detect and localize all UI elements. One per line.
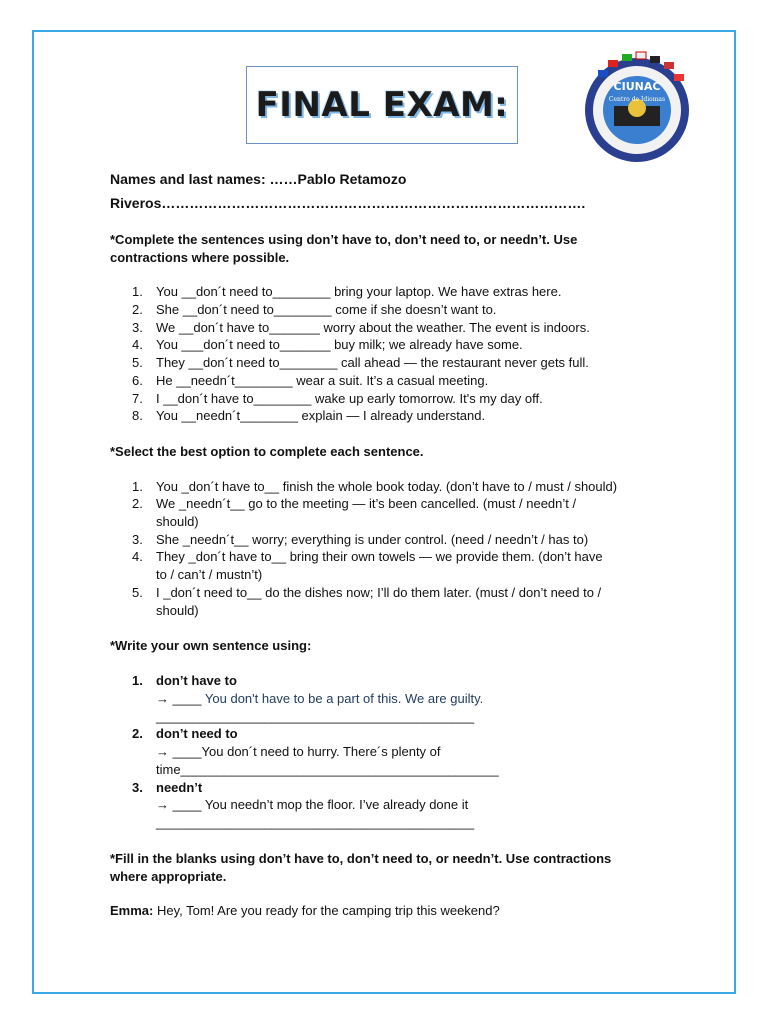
section3-instruction: *Write your own sentence using: — [110, 638, 312, 653]
list-item: 3. We __don´t have to_______ worry about the weather. The event is indoors. — [132, 320, 590, 335]
answer-text: You needn’t mop the floor. I’ve already done it — [204, 797, 469, 812]
list-item-continuation: should) — [156, 514, 199, 529]
answer-text: You don't have to be a part of this. We are guilty. — [204, 691, 484, 706]
student-name-line1: Names and last names: ……Pablo Retamozo — [110, 171, 407, 187]
list-item: 5. They __don´t need to________ call ahead — the restaurant never gets full. — [132, 355, 589, 370]
list-item-continuation: should) — [156, 603, 199, 618]
list-item: 6. He __needn´t________ wear a suit. It’s a casual meeting. — [132, 373, 489, 388]
list-item: 1. don’t have to — [132, 673, 237, 688]
section4-instruction-line2: where appropriate. — [110, 869, 227, 884]
blank-line: ____________________________________________ — [156, 709, 475, 724]
answer-line: → ____ You needn’t mop the floor. I’ve already done it — [156, 797, 469, 812]
section1-instruction — [110, 231, 658, 267]
logo-subtext: Centro de Idiomas — [608, 96, 666, 103]
answer-line: → ____You don´t need to hurry. There´s plenty of — [156, 744, 441, 759]
list-item: 1. You _don´t have to__ finish the whole book today. (don’t have to / must / should) — [132, 479, 618, 494]
list-item: 4. You ___don´t need to_______ buy milk; we already have some. — [132, 337, 523, 352]
blank-line: time____________________________________________ — [156, 762, 499, 777]
section1-instruction-line1: *Complete the sentences using don’t have to, don’t need to, or needn’t. Use — [110, 232, 578, 247]
speaker-name: Emma: — [110, 903, 154, 918]
section1-instruction-line2: contractions where possible. — [110, 250, 290, 265]
logo-text: CIUNAC — [613, 80, 661, 93]
list-item: 4. They _don´t have to__ bring their own towels — we provide them. (don’t have — [132, 549, 603, 564]
dialogue-line — [110, 903, 500, 918]
section4-instruction-line1: *Fill in the blanks using don’t have to, don’t need to, or needn’t. Use contractions — [110, 851, 612, 866]
section2-instruction: *Select the best option to complete each sentence. — [110, 444, 424, 459]
list-item: 3. needn’t — [132, 780, 203, 795]
answer-text: You don´t need to hurry. There´s plenty of — [201, 744, 441, 759]
list-item: 8. You __needn´t________ explain — I already understand. — [132, 408, 486, 423]
student-name-line2: Riveros………………………………………………………………………………. — [110, 195, 586, 211]
dialogue-text: Hey, Tom! Are you ready for the camping trip this weekend? — [153, 903, 500, 918]
list-item-continuation: to / can’t / mustn’t) — [156, 567, 263, 582]
exam-title: FINAL EXAM: — [255, 85, 509, 125]
list-item: 2. She __don´t need to________ come if she doesn’t want to. — [132, 302, 497, 317]
ciunac-logo — [578, 48, 696, 166]
list-item: 3. She _needn´t__ worry; everything is under control. (need / needn’t / has to) — [132, 532, 589, 547]
title-box — [246, 66, 518, 144]
blank-line: ____________________________________________ — [156, 815, 475, 830]
list-item: 1. You __don´t need to________ bring your laptop. We have extras here. — [132, 284, 562, 299]
list-item: 2. don’t need to — [132, 726, 238, 741]
section4-instruction — [110, 850, 658, 886]
list-item: 7. I __don´t have to________ wake up early tomorrow. It's my day off. — [132, 391, 543, 406]
answer-line: → ____ You don't have to be a part of this. We are guilty. — [156, 691, 484, 706]
list-item: 2. We _needn´t__ go to the meeting — it’s been cancelled. (must / needn’t / — [132, 496, 577, 511]
list-item: 5. I _don´t need to__ do the dishes now; I’ll do them later. (must / don’t need to / — [132, 585, 602, 600]
